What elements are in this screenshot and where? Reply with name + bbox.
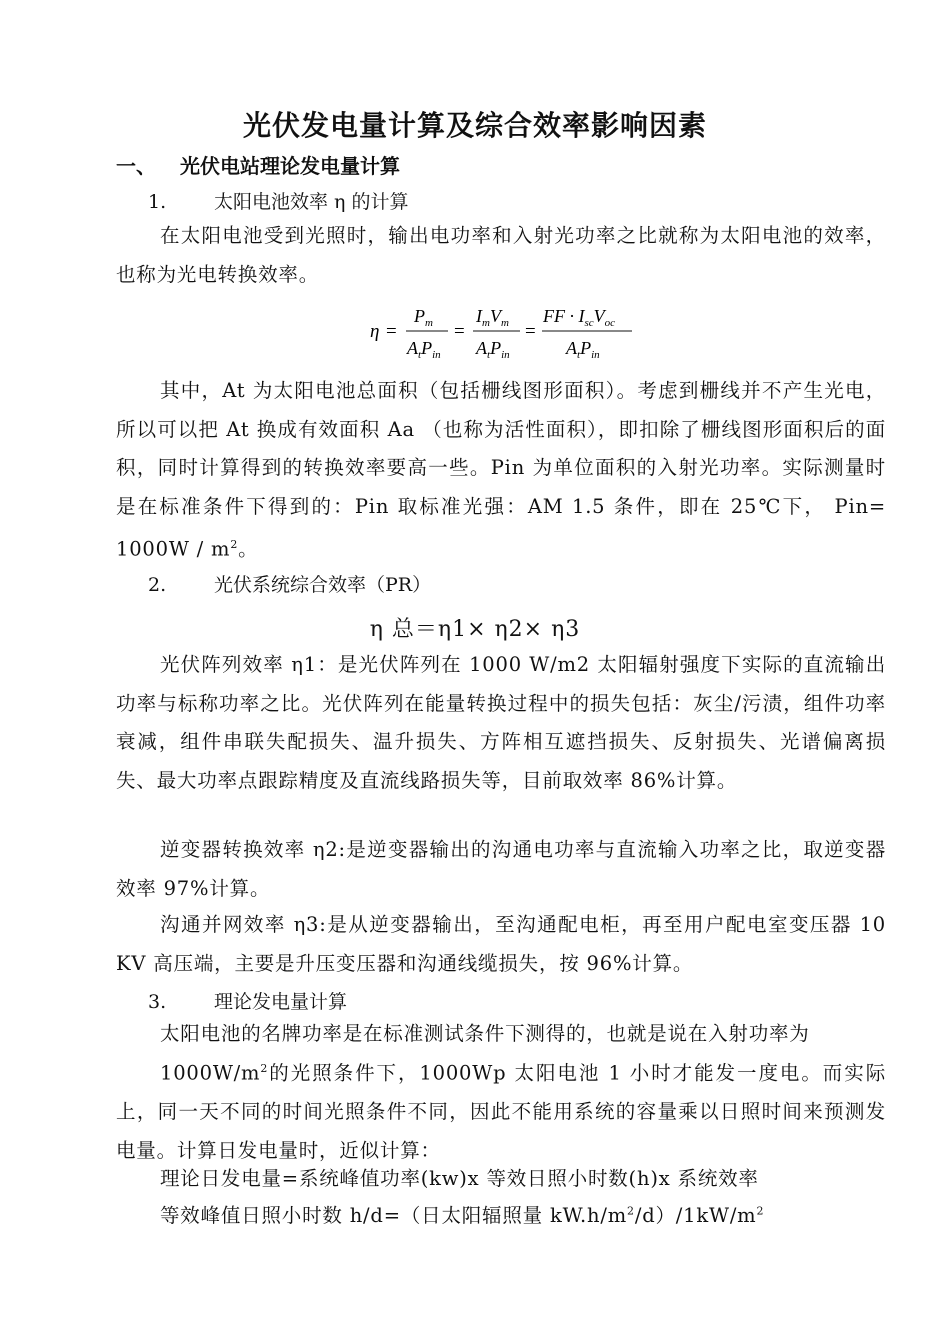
subsection-heading-2	[148, 570, 431, 597]
paragraph-grid-efficiency: 沟通并网效率 η3:是从逆变器输出，至沟通配电柜，再至用户配电室变压器 10 KV 高压端，主要是升压变压器和沟通线缆损失，按 96%计算。	[116, 913, 886, 975]
subsection-title: 理论发电量计算	[214, 991, 348, 1013]
formula-numerator-3: FF · $I_{sc}V_{oc}$	[543, 306, 616, 329]
formula-equals-2: =	[454, 321, 465, 342]
paragraph-area-explanation: 其中，At 为太阳电池总面积（包括栅线图形面积）。考虑到栅线并不产生光电，所以可以把 At 换成有效面积 Aa （也称为活性面积），即扣除了栅线图形面积后的面积，同时计算得到的转换效率要高一些。Pin 为单位面积的入射光功率。实际测量时是在标准条件下得到的：Pin 取标准光强：AM 1.5 条件，即在 25℃下， $Pin= 1000W / m^2$。	[116, 379, 886, 561]
formula-denominator-2: $A_tP_{in}$	[476, 338, 510, 361]
formula-denominator-1: $A_tP_{in}$	[407, 338, 441, 361]
subsection-number: 1.	[148, 191, 167, 213]
section-heading-1	[116, 150, 400, 179]
subsection-title: 太阳电池效率 η 的计算	[214, 191, 409, 213]
daily-generation-formula: 理论日发电量=系统峰值功率(kw)x 等效日照小时数(h)x 系统效率	[160, 1167, 759, 1190]
formula-numerator-1: $P_m$	[414, 306, 433, 329]
subsection-number: 2.	[148, 574, 167, 596]
section-title: 光伏电站理论发电量计算	[180, 154, 400, 178]
formula-numerator-2: $I_mV_m$	[476, 306, 509, 329]
paragraph-nameplate-rest: $1000W/m^2$的光照条件下，1000Wp 太阳电池 1 小时才能发一度电。而实际上，同一天不同的时间光照条件不同，因此不能用系统的容量乘以日照时间来预测发电量。计算日发电量时，近似计算：	[116, 1061, 886, 1162]
efficiency-formula	[370, 300, 640, 364]
subsection-heading-3	[148, 987, 347, 1014]
subsection-heading-1	[148, 187, 408, 214]
peak-sun-hours-formula: 等效峰值日照小时数 h/d=（日太阳辐照量 $kW.h/m^2/d)/1kW/m^2$	[160, 1204, 765, 1227]
section-number: 一、	[116, 154, 156, 178]
paragraph-inverter-efficiency: 逆变器转换效率 η2:是逆变器输出的沟通电功率与直流输入功率之比，取逆变器效率 97%计算。	[116, 838, 886, 900]
paragraph-efficiency-definition: 在太阳电池受到光照时，输出电功率和入射光功率之比就称为太阳电池的效率，也称为光电转换效率。	[116, 224, 886, 286]
subsection-title: 光伏系统综合效率（PR）	[214, 574, 432, 596]
formula-eta: η	[370, 321, 380, 342]
subsection-number: 3.	[148, 991, 167, 1013]
paragraph-array-efficiency: 光伏阵列效率 η1：是光伏阵列在 1000 W/m2 太阳辐射强度下实际的直流输出功率与标称功率之比。光伏阵列在能量转换过程中的损失包括：灰尘/污渍，组件功率衰减，组件串联失配损失、温升损失、方阵相互遮挡损失、反射损失、光谱偏离损失、最大功率点跟踪精度及直流线路损失等，目前取效率 86%计算。	[116, 653, 886, 792]
formula-equals-3: =	[525, 321, 536, 342]
formula-denominator-3: $A_tP_{in}$	[566, 338, 600, 361]
total-efficiency-formula: η 总＝η1× η2× η3	[369, 617, 581, 642]
paragraph-nameplate-line1: 太阳电池的名牌功率是在标准测试条件下测得的，也就是说在入射功率为	[160, 1022, 810, 1045]
document-title: 光伏发电量计算及综合效率影响因素	[242, 109, 707, 142]
formula-equals-1: =	[386, 321, 397, 342]
